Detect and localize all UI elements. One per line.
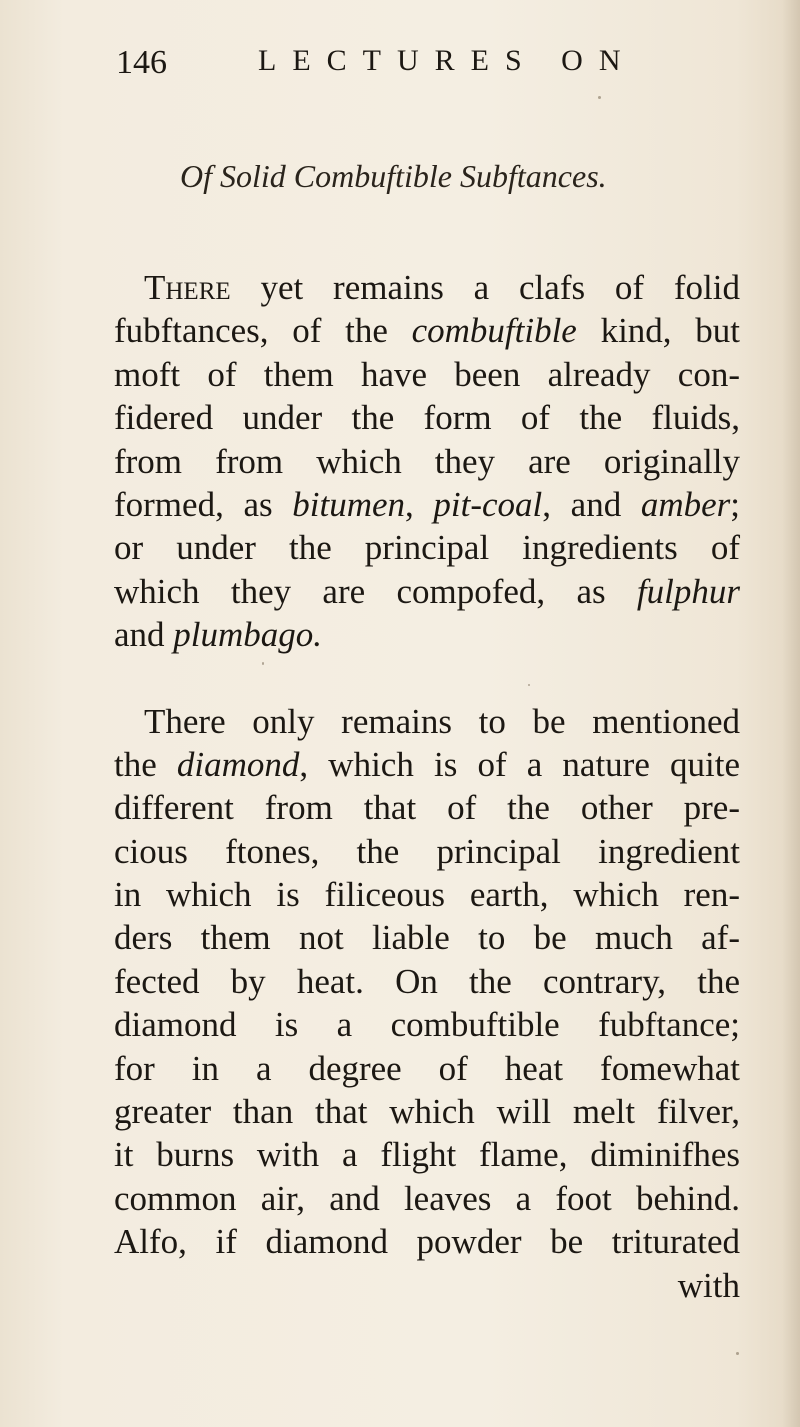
text-line bbox=[114, 483, 740, 526]
line-text: and bbox=[114, 615, 174, 655]
text-line: from from which they are originally bbox=[114, 441, 740, 481]
text-line: fected by heat. On the contrary, the bbox=[114, 961, 740, 1001]
text-line bbox=[114, 266, 740, 309]
italic-term: amber bbox=[640, 484, 731, 524]
text-line bbox=[114, 570, 740, 613]
text-line: different from that of the other pre- bbox=[114, 788, 740, 828]
line-text: fubftances, of the bbox=[114, 311, 412, 351]
text-line: There only remains to be mentioned bbox=[144, 701, 740, 741]
text-line: common air, and leaves a foot behind. bbox=[114, 1178, 740, 1218]
line-text: ; bbox=[730, 484, 741, 524]
paragraph-1 bbox=[114, 266, 740, 657]
running-header bbox=[116, 44, 637, 94]
italic-term: bitumen bbox=[292, 484, 406, 524]
italic-term: pit-coal bbox=[433, 484, 543, 524]
text-line: greater than that which will melt filver, bbox=[114, 1092, 740, 1132]
body-text bbox=[114, 266, 740, 1307]
paper-speck bbox=[528, 684, 530, 686]
text-line: for in a degree of heat fomewhat bbox=[114, 1048, 740, 1088]
catchword: with bbox=[677, 1265, 740, 1305]
italic-term: combuftible bbox=[411, 311, 577, 351]
line-text: , bbox=[405, 484, 434, 524]
paper-speck bbox=[598, 96, 601, 99]
page-number: 146 bbox=[116, 44, 167, 81]
text-line bbox=[114, 309, 740, 352]
line-text: formed, as bbox=[114, 484, 293, 524]
line-text: , and bbox=[542, 484, 641, 524]
text-line: in which is filiceous earth, which ren- bbox=[114, 875, 740, 915]
text-line: cious ftones, the principal ingredient bbox=[114, 831, 740, 871]
drop-word: There bbox=[144, 268, 231, 307]
text-line bbox=[114, 613, 740, 656]
text-line: fidered under the form of the fluids, bbox=[114, 398, 740, 438]
running-title: LECTURES ON bbox=[258, 44, 637, 77]
text-line: ders them not liable to be much af- bbox=[114, 918, 740, 958]
text-line: moft of them have been already con- bbox=[114, 354, 740, 394]
text-line: or under the principal ingredients of bbox=[114, 528, 740, 568]
text-line bbox=[114, 743, 740, 786]
italic-term: plumbago. bbox=[173, 615, 323, 655]
paper-speck bbox=[262, 662, 264, 665]
line-text: kind, but bbox=[576, 311, 740, 351]
line-text: , which is of a nature quite bbox=[299, 744, 740, 784]
text-line: Alfo, if diamond powder be triturated bbox=[114, 1222, 740, 1262]
text-line: it burns with a flight flame, diminifhes bbox=[114, 1135, 740, 1175]
line-text: which they are compofed, as bbox=[114, 571, 637, 611]
italic-term: fulphur bbox=[636, 571, 740, 611]
italic-term: diamond bbox=[176, 744, 300, 784]
line-text: the bbox=[114, 744, 177, 784]
section-title: Of Solid Combuftible Subftances. bbox=[180, 158, 607, 194]
paragraph-2 bbox=[114, 700, 740, 1307]
paragraph-gap bbox=[114, 657, 740, 700]
page-edge-shadow bbox=[782, 0, 800, 1427]
text-line: diamond is a combuftible fubftance; bbox=[114, 1005, 740, 1045]
line-text: yet remains a clafs of folid bbox=[230, 268, 740, 307]
paper-speck bbox=[736, 1352, 739, 1355]
